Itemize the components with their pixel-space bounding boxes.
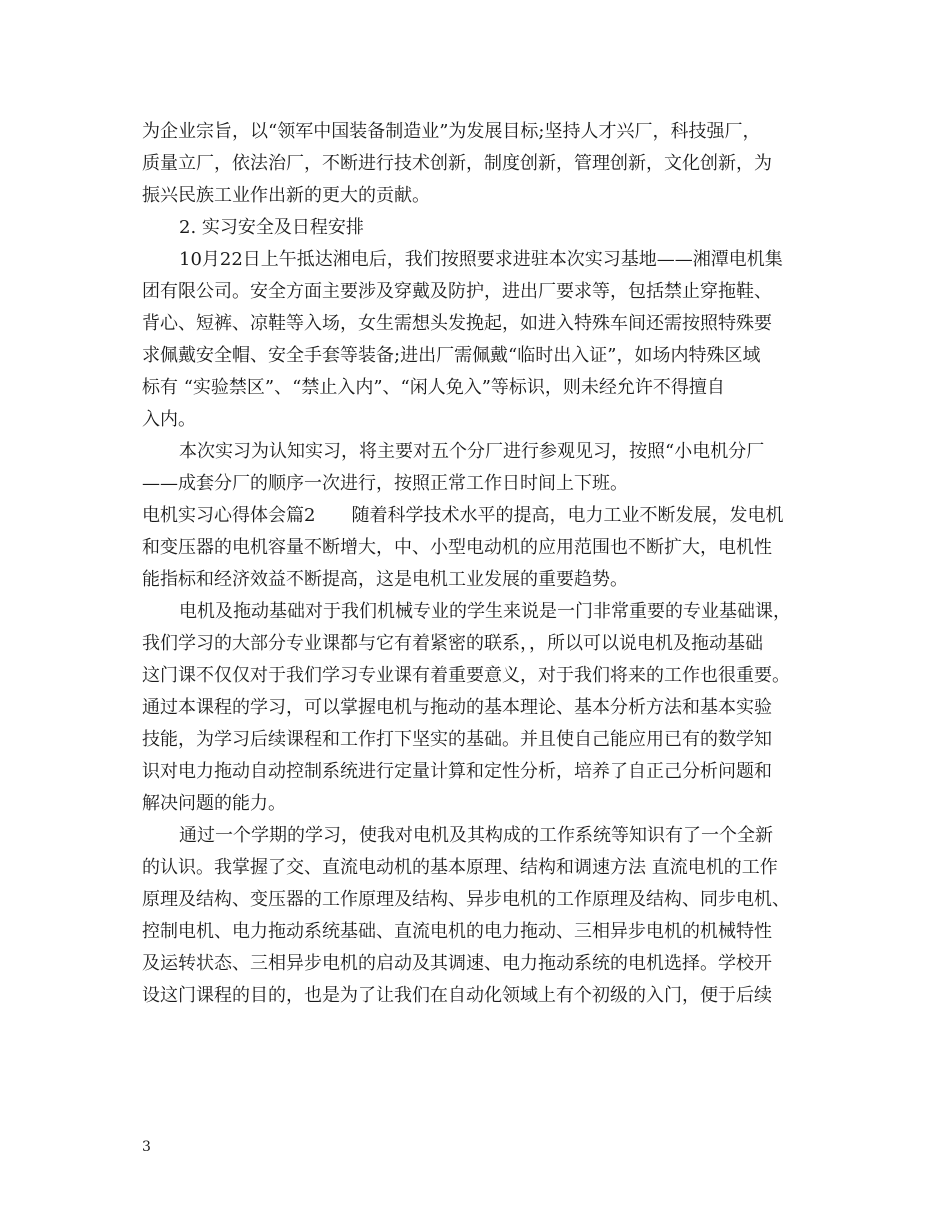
text-line: 求佩戴安全帽、安全手套等装备;进出厂需佩戴“临时出入证”，如场内特殊区域 <box>142 345 761 366</box>
text-line: 入内。 <box>142 409 196 430</box>
section-heading: 2. 实习安全及日程安排 <box>179 217 364 238</box>
text-line: 原理及结构、变压器的工作原理及结构、异步电机的工作原理及结构、同步电机、 <box>142 889 790 910</box>
text-line: 控制电机、电力拖动系统基础、直流电机的电力拖动、三相异步电机的机械特性 <box>142 921 772 942</box>
document-body <box>142 116 824 1012</box>
text-line: 质量立厂，依法治厂，不断进行技术创新，制度创新，管理创新，文化创新，为 <box>142 153 772 174</box>
text-line: 本次实习为认知实习，将主要对五个分厂进行参观见习，按照“小电机分厂 <box>179 441 765 462</box>
text-line: 设这门课程的目的，也是为了让我们在自动化领域上有个初级的入门，便于后续 <box>142 985 772 1006</box>
text-line: 团有限公司。安全方面主要涉及穿戴及防护，进出厂要求等，包括禁止穿拖鞋、 <box>142 281 772 302</box>
text-line: 识对电力拖动自动控制系统进行定量计算和定性分析，培养了自正己分析问题和 <box>142 761 772 782</box>
text-line: 振兴民族工业作出新的更大的贡献。 <box>142 185 430 206</box>
text-line: 和变压器的电机容量不断增大，中、小型电动机的应用范围也不断扩大，电机性 <box>142 537 772 558</box>
text-line: 这门课不仅仅对于我们学习专业课有着重要意义，对于我们将来的工作也很重要。 <box>142 665 790 686</box>
text-line: 解决问题的能力。 <box>142 793 286 814</box>
text-line: ——成套分厂的顺序一次进行，按照正常工作日时间上下班。 <box>142 473 628 494</box>
text-line: 通过一个学期的学习，使我对电机及其构成的工作系统等知识有了一个全新 <box>179 825 773 846</box>
text-line: 及运转状态、三相异步电机的启动及其调速、电力拖动系统的电机选择。学校开 <box>142 953 772 974</box>
text-line: 背心、短裤、凉鞋等入场，女生需想头发挽起，如进入特殊车间还需按照特殊要 <box>142 313 772 334</box>
text-line: 能指标和经济效益不断提高，这是电机工业发展的重要趋势。 <box>142 569 628 590</box>
text-line: 标有 “实验禁区”、“禁止入内”、“闲人免入”等标识，则未经允许不得擅自 <box>142 377 725 398</box>
text-line: 电机及拖动基础对于我们机械专业的学生来说是一门非常重要的专业基础课， <box>179 601 791 622</box>
text-line: 的认识。我掌握了交、直流电动机的基本原理、结构和调速方法 直流电机的工作 <box>142 857 778 878</box>
text-line: 我们学习的大部分专业课都与它有着紧密的联系，，所以可以说电机及拖动基础 <box>142 633 763 654</box>
article-heading-line: 电机实习心得体会篇2 随着科学技术水平的提高，电力工业不断发展，发电机 <box>142 505 784 526</box>
text-line: 技能，为学习后续课程和工作打下坚实的基础。并且使自己能应用已有的数学知 <box>142 729 772 750</box>
page-number: 3 <box>142 1139 151 1155</box>
text-line: 为企业宗旨，以“领军中国装备制造业”为发展目标;坚持人才兴厂，科技强厂， <box>142 121 761 142</box>
text-line: 10月22日上午抵达湘电后，我们按照要求进驻本次实习基地——湘潭电机集 <box>179 249 783 270</box>
text-line: 通过本课程的学习，可以掌握电机与拖动的基本理论、基本分析方法和基本实验 <box>142 697 772 718</box>
